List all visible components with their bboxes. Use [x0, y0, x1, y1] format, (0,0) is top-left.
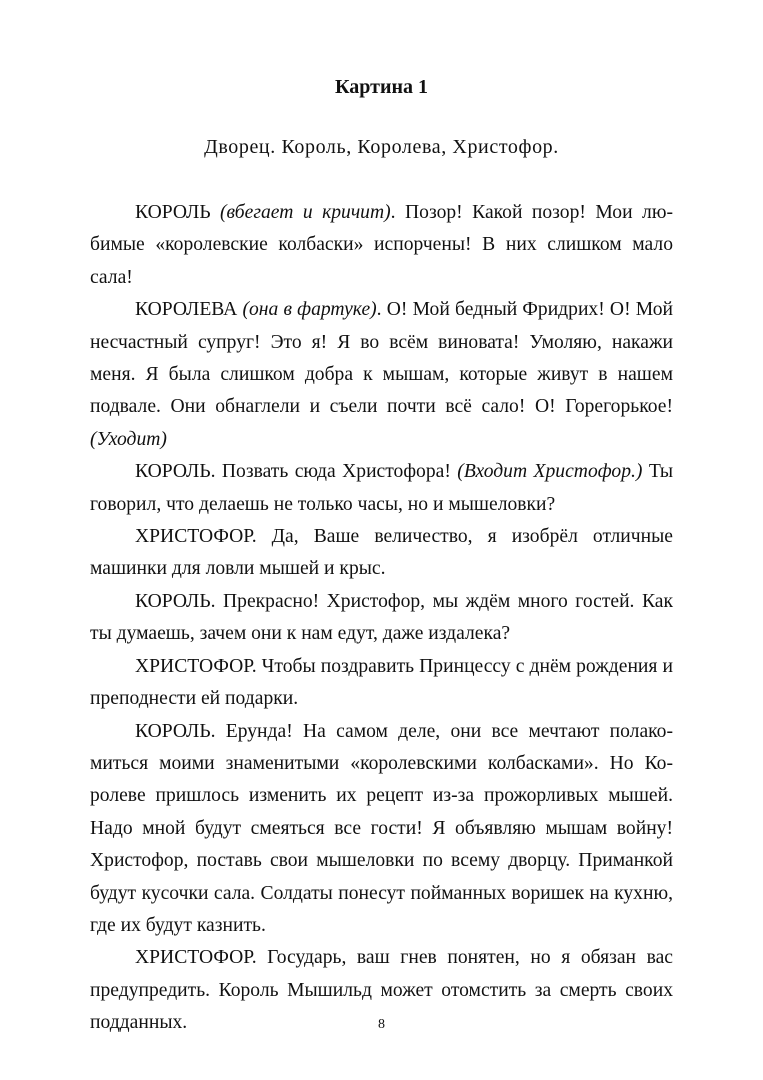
dialogue-paragraph	[90, 651, 673, 716]
dialogue-paragraph	[90, 521, 673, 586]
dialogue-paragraph	[90, 456, 673, 521]
stage-direction: (вбегает и кричит)	[220, 202, 391, 223]
scene-setting: Дворец. Король, Королева, Христофор.	[204, 136, 559, 158]
stage-direction: (Уходит)	[90, 428, 167, 450]
speaker-name: ХРИСТОФОР	[135, 947, 252, 969]
dialogue-line: . Ерунда! На самом деле, они все мечтают полакомиться моими знаменитыми «королевскими колбасками». Но Королеве пришлось изменить их рецепт из-за прожорливых мышей. Надо мной будут смеяться все гости! Я объявляю мышам войну! Христофор, поставь свои мышеловки по всему дворцу. Приманкой будут кусочки сала. Солдаты понесут пойманных воришек на кухню, где их будут казнить.	[90, 720, 673, 936]
speaker-name: КОРОЛЕВА	[135, 299, 243, 321]
dialogue-paragraph	[90, 716, 673, 943]
book-page	[90, 0, 673, 1080]
speaker-name: ХРИСТОФОР	[135, 526, 252, 548]
dialogue-paragraph	[90, 294, 673, 456]
play-text	[90, 197, 673, 1040]
page-number: 8	[378, 1017, 385, 1032]
dialogue-line: . Да, Ваше величество, я изобрёл отличные машинки для ловли мышей и крыс.	[90, 526, 673, 580]
speaker-name: КОРОЛЬ	[135, 202, 221, 223]
dialogue-paragraph	[90, 586, 673, 651]
dialogue-line: Ты говорил, что делаешь не только часы, но и мышеловки?	[90, 461, 673, 515]
dialogue-line: . О! Мой бедный Фридрих! О! Мой несчастный супруг! Это я! Я во всём виновата! Умоляю, накажи меня. Я была слишком добра к мышам, которые живут в нашем подвале. Они обнаглели и съели почти всё сало! О! Горегорькое!	[90, 299, 673, 418]
speaker-name: КОРОЛЬ	[135, 720, 211, 742]
dialogue-line: . Чтобы поздравить Принцессу с днём рождения и преподнести ей подарки.	[90, 655, 673, 710]
dialogue-line: . Позвать сюда Христофора!	[210, 461, 458, 483]
stage-direction: (Входит Христофор.)	[457, 461, 643, 483]
scene-title: Картина 1	[335, 76, 428, 98]
speaker-name: ХРИСТОФОР	[135, 655, 252, 677]
dialogue-paragraph	[90, 197, 673, 294]
speaker-name: КОРОЛЬ	[135, 461, 211, 483]
dialogue-line: . Позор! Какой позор! Мои любимые «королевские колбаски» испорчены! В них слишком мало сала!	[90, 202, 673, 288]
stage-direction: (она в фартуке)	[242, 299, 377, 321]
dialogue-line: . Прекрасно! Христофор, мы ждём много гостей. Как ты думаешь, зачем они к нам едут, даже издалека?	[90, 590, 673, 645]
speaker-name: КОРОЛЬ	[135, 590, 211, 612]
dialogue-line: . Государь, ваш гнев понятен, но я обязан вас предупредить. Король Мышильд может отомстить за смерть своих подданных.	[90, 947, 673, 1034]
